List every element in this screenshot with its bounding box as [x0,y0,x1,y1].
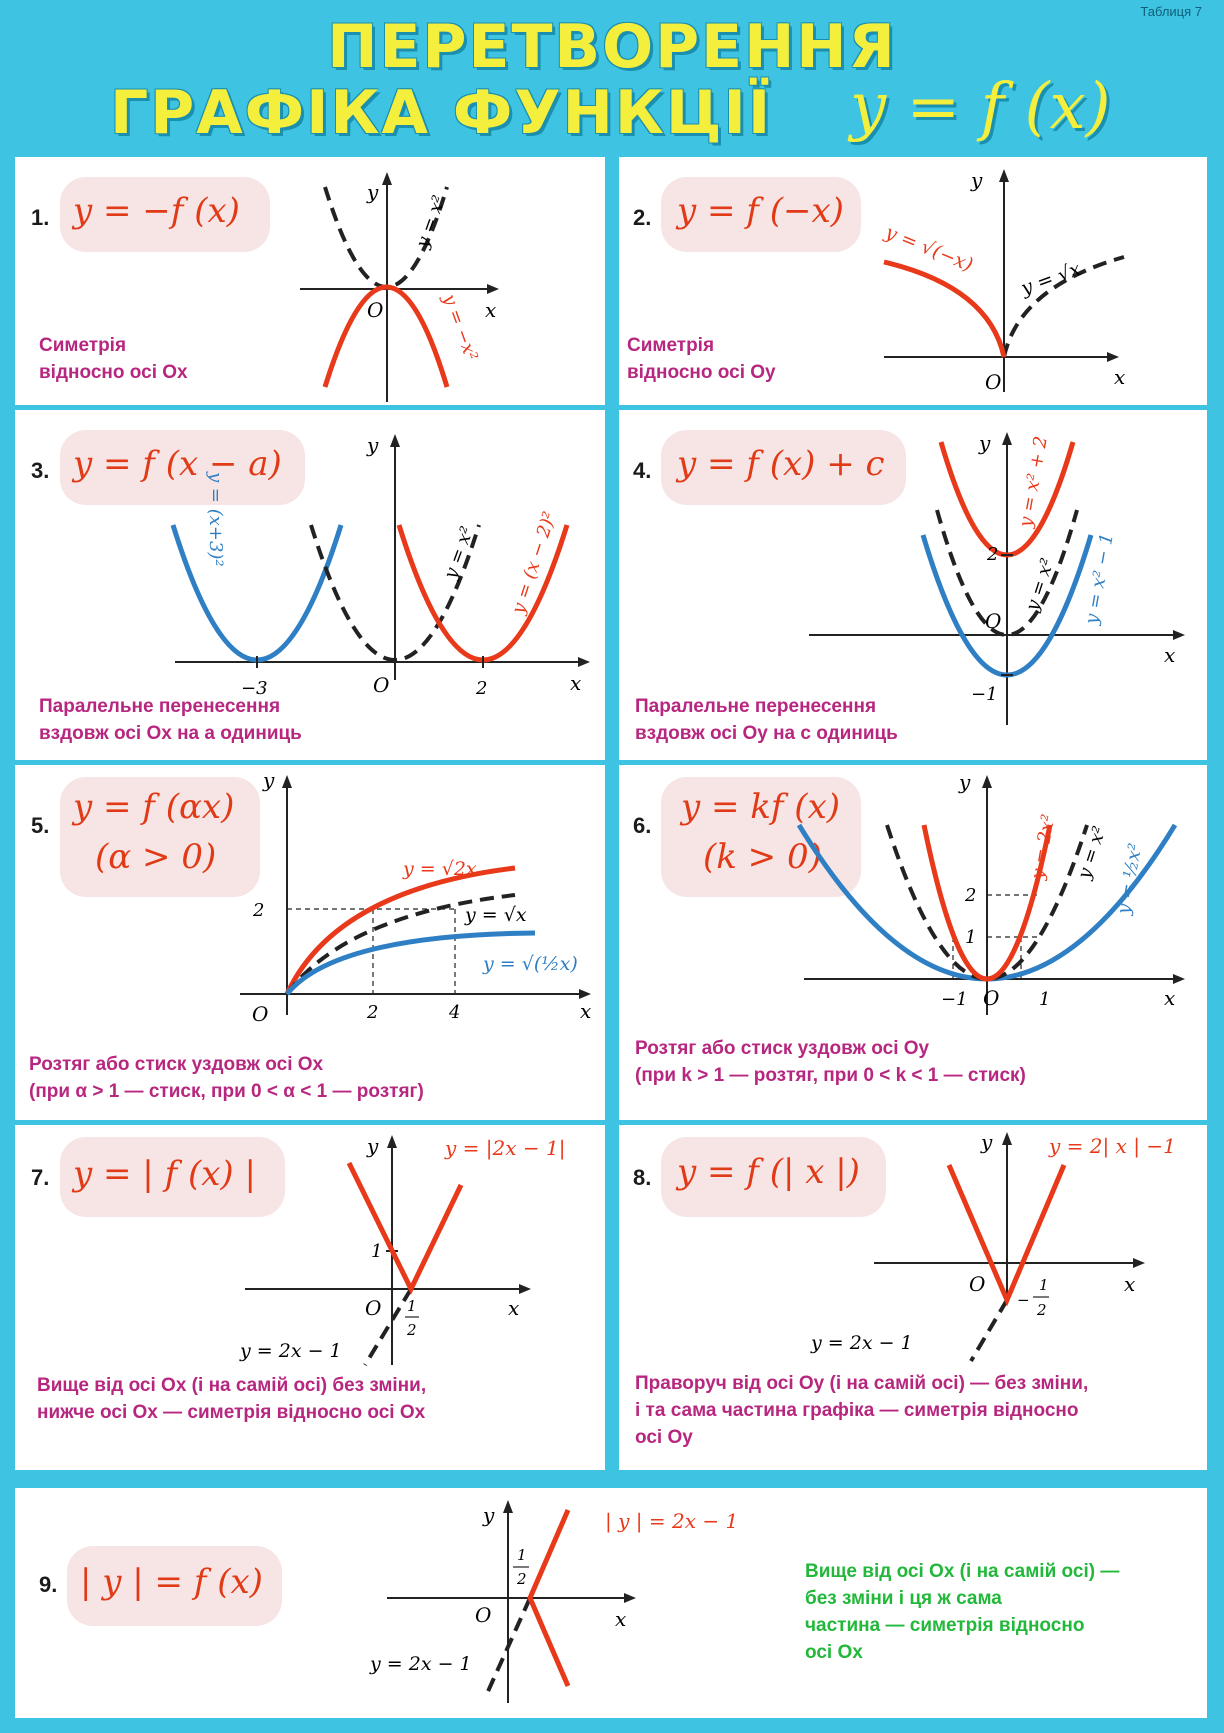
panel-number: 2. [633,205,652,230]
caption-line: нижче осі Ox — симетрія відносно осі Ox [37,1402,426,1423]
panel-number: 1. [31,205,50,230]
curve-label: y = x² [1021,555,1059,614]
title-line-1: ПЕРЕТВОРЕННЯ [327,12,897,82]
origin-label: O [365,1296,382,1320]
caption-line: осі Ox [805,1642,863,1663]
panel-2 [619,157,1207,405]
curve-label: y = x² [411,192,451,251]
graph-7 [15,1125,605,1470]
curve-label: y = 2x² [1027,812,1060,881]
curve-label: y = (x+3)² [205,472,226,567]
table-number: Таблиця 7 [1140,4,1202,19]
axis-label-y: y [971,168,983,192]
tick-label: 2 [965,885,977,906]
axis-label-x: x [570,671,582,695]
axis-label-y: y [483,1503,495,1527]
formula: y = f (αx) [73,787,235,827]
formula-condition: (k > 0) [703,837,822,877]
tick-label: −1 [941,989,968,1010]
tick-label: 1 [407,1297,417,1315]
tick-label: 1 [965,927,977,948]
curve-label: y = |2x − 1| [445,1136,566,1160]
curve-label: y = x² + 2 [1015,434,1052,529]
title-line-2: ГРАФІКА ФУНКЦІЇ [110,78,773,148]
panel-number: 9. [39,1572,58,1597]
origin-label: O [373,673,390,697]
formula: y = f (x − a) [73,444,282,484]
caption-line: Розтяг або стиск уздовж осі Oy [635,1038,930,1059]
axis-label-x: x [615,1607,627,1631]
curve-label: y = √(−x) [882,221,976,277]
caption-line: і та сама частина графіка — симетрія відносно [635,1400,1079,1421]
curve-label: y = x² [439,523,479,582]
axis-label-y: y [959,770,971,794]
caption-line: (при k > 1 — розтяг, при 0 < k < 1 — стиск) [635,1065,1026,1086]
graph-5 [15,765,605,1120]
caption-line: Вище від осі Ox (і на самій осі) без зміни, [37,1375,427,1396]
curve-label: y = −x² [438,291,482,364]
caption-line: вздовж осі Oy на c одиниць [635,723,898,744]
graph-4 [619,410,1207,760]
panel-number: 8. [633,1165,652,1190]
formula: y = | f (x) | [73,1154,256,1194]
tick-label: 4 [449,1002,461,1023]
formula: y = f (−x) [677,191,844,231]
curve-label: y = 2x − 1 [240,1340,342,1362]
tick-label: 1 [1039,989,1051,1010]
tick-label: 1 [371,1241,383,1262]
formula: | y | = f (x) [80,1562,263,1602]
formula: y = kf (x) [681,787,841,827]
curve-label: y = 2x − 1 [370,1653,472,1675]
origin-label: O [969,1272,986,1296]
tick-label: 2 [407,1321,417,1339]
caption-line: Розтяг або стиск уздовж осі Ox [29,1054,324,1075]
graph-8 [619,1125,1207,1470]
tick-label: −1 [971,684,998,705]
axis-label-y: y [263,768,275,792]
curve-label: y = 2| x | −1 [1049,1134,1176,1158]
caption-line: осі Oy [635,1427,693,1448]
caption-line: (при α > 1 — стиск, при 0 < α < 1 — розтяг) [29,1081,424,1102]
graph-9 [15,1488,1207,1718]
curve-label: y = √(½x) [483,953,578,975]
caption-line: відносно осі Ox [39,362,188,383]
panel-number: 7. [31,1165,50,1190]
axis-label-x: x [1124,1272,1136,1296]
panel-4 [619,410,1207,760]
graph-6 [619,765,1207,1120]
axis-label-y: y [367,1134,379,1158]
panel-5 [15,765,605,1120]
panel-9 [15,1488,1207,1718]
axis-label-x: x [485,298,497,322]
tick-label: 1 [1039,1276,1049,1294]
panel-number: 3. [31,458,50,483]
formula-condition: (α > 0) [95,837,217,877]
formula: y = f (| x |) [677,1152,860,1192]
panel-6 [619,765,1207,1120]
origin-label: O [985,370,1002,394]
formula: y = −f (x) [73,191,240,231]
origin-label: O [983,986,1000,1010]
origin-label: O [475,1603,492,1627]
curve-label: y = 2x − 1 [811,1332,913,1354]
panel-number: 4. [633,458,652,483]
tick-label: 2 [1037,1301,1047,1319]
tick-label: 2 [517,1570,527,1588]
curve-label: | y | = 2x − 1 [605,1509,739,1533]
panel-8 [619,1125,1207,1470]
tick-label: − [1017,1291,1030,1309]
tick-label: 1 [517,1546,527,1564]
caption-line: частина — симетрія відносно [805,1615,1085,1636]
axis-label-x: x [1114,365,1126,389]
tick-label: −3 [241,678,268,699]
caption-line: Вище від осі Ox (і на самій осі) — [805,1561,1120,1582]
panel-number: 5. [31,813,50,838]
axis-label-x: x [1164,643,1176,667]
curve-label: y = √x [1018,257,1084,300]
caption-line: Праворуч від осі Oy (і на самій осі) — без зміни, [635,1373,1089,1394]
axis-label-x: x [508,1296,520,1320]
curve-label: y = x² [1073,823,1111,882]
origin-label: O [367,298,384,322]
curve-label: y = ½x² [1113,841,1147,916]
axis-label-x: x [580,999,592,1023]
curve-label: y = x² − 1 [1081,531,1118,626]
caption-line: Паралельне перенесення [39,696,281,717]
origin-label: O [252,1002,269,1026]
axis-label-y: y [367,433,379,457]
title-formula: y = f (x) [850,70,1111,144]
graph-3 [15,410,605,760]
axis-label-y: y [981,1130,993,1154]
origin-label: O [985,609,1002,633]
panel-number: 6. [633,813,652,838]
tick-label: 2 [253,900,265,921]
curve-label: y = (x − 2)² [507,509,561,617]
graph-1 [15,157,605,405]
panel-1 [15,157,605,405]
axis-label-y: y [367,180,379,204]
axis-label-y: y [979,431,991,455]
axis-label-x: x [1164,986,1176,1010]
caption-line: без зміни і ця ж сама [805,1588,1002,1609]
caption-line: Паралельне перенесення [635,696,877,717]
caption-line: Симетрія [39,335,127,356]
curve-label: y = √2x [403,858,477,880]
tick-label: 2 [987,544,999,565]
caption-line: Симетрія [627,335,715,356]
formula: y = f (x) + c [677,444,885,484]
tick-label: 2 [476,678,488,699]
curve-label: y = √x [465,904,527,926]
panel-7 [15,1125,605,1470]
graph-2 [619,157,1207,405]
caption-line: вздовж осі Ox на a одиниць [39,723,302,744]
tick-label: 2 [367,1002,379,1023]
panel-3 [15,410,605,760]
caption-line: відносно осі Oy [627,362,776,383]
